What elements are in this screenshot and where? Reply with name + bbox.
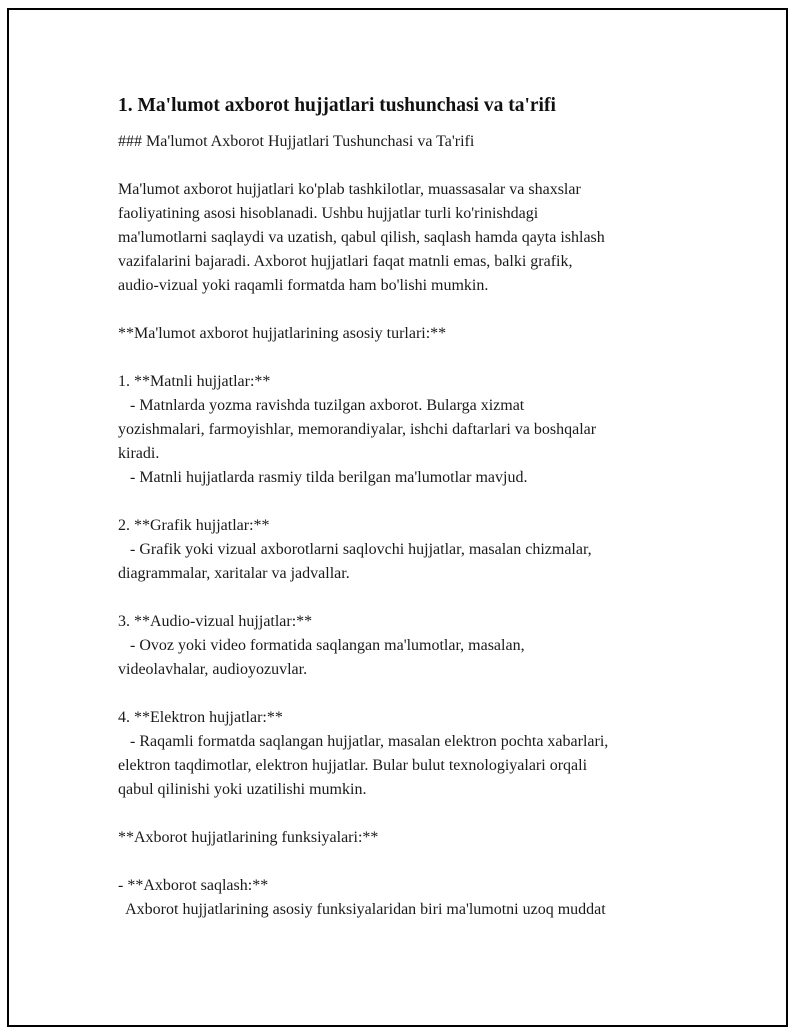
text-line: 2. **Grafik hujjatlar:** bbox=[118, 517, 270, 534]
document-body bbox=[118, 92, 718, 922]
text-line: 3. **Audio-vizual hujjatlar:** bbox=[118, 613, 313, 630]
text-line: faoliyatining asosi hisoblanadi. Ushbu hujjatlar turli ko'rinishdagi bbox=[118, 205, 539, 222]
text-line: qabul qilinishi yoki uzatilishi mumkin. bbox=[118, 781, 367, 798]
text-line bbox=[118, 298, 718, 322]
text-line bbox=[118, 346, 718, 370]
text-line bbox=[118, 850, 718, 874]
text-line: - **Axborot saqlash:** bbox=[118, 877, 269, 894]
text-line bbox=[118, 682, 718, 706]
text-line: ### Ma'lumot Axborot Hujjatlari Tushunchasi va Ta'rifi bbox=[118, 133, 475, 150]
text-line: Axborot hujjatlarining asosiy funksiyalaridan biri ma'lumotni uzoq muddat bbox=[118, 901, 606, 918]
text-line: diagrammalar, xaritalar va jadvallar. bbox=[118, 565, 350, 582]
text-line: **Ma'lumot axborot hujjatlarining asosiy turlari:** bbox=[118, 325, 447, 342]
text-line bbox=[118, 586, 718, 610]
text-line: 1. **Matnli hujjatlar:** bbox=[118, 373, 271, 390]
text-line: elektron taqdimotlar, elektron hujjatlar. Bular bulut texnologiyalari orqali bbox=[118, 757, 588, 774]
text-line: 4. **Elektron hujjatlar:** bbox=[118, 709, 283, 726]
text-line bbox=[118, 490, 718, 514]
text-line: ma'lumotlarni saqlaydi va uzatish, qabul qilish, saqlash hamda qayta ishlash bbox=[118, 229, 605, 246]
text-line: yozishmalari, farmoyishlar, memorandiyalar, ishchi daftarlari va boshqalar bbox=[118, 421, 597, 438]
text-line: Ma'lumot axborot hujjatlari ko'plab tashkilotlar, muassasalar va shaxslar bbox=[118, 181, 581, 198]
text-line: videolavhalar, audioyozuvlar. bbox=[118, 661, 308, 678]
text-line: - Raqamli formatda saqlangan hujjatlar, masalan elektron pochta xabarlari, bbox=[118, 733, 609, 750]
document-title: 1. Ma'lumot axborot hujjatlari tushunchasi va ta'rifi bbox=[118, 95, 556, 116]
text-line bbox=[118, 802, 718, 826]
text-line: - Matnli hujjatlarda rasmiy tilda berilgan ma'lumotlar mavjud. bbox=[118, 469, 528, 486]
text-line: kiradi. bbox=[118, 445, 160, 462]
text-line: audio-vizual yoki raqamli formatda ham bo'lishi mumkin. bbox=[118, 277, 489, 294]
text-line: vazifalarini bajaradi. Axborot hujjatlari faqat matnli emas, balki grafik, bbox=[118, 253, 573, 270]
text-line bbox=[118, 154, 718, 178]
text-line: - Matnlarda yozma ravishda tuzilgan axborot. Bularga xizmat bbox=[118, 397, 525, 414]
document-text bbox=[118, 130, 718, 922]
text-line: **Axborot hujjatlarining funksiyalari:** bbox=[118, 829, 379, 846]
text-line: - Grafik yoki vizual axborotlarni saqlovchi hujjatlar, masalan chizmalar, bbox=[118, 541, 592, 558]
text-line: - Ovoz yoki video formatida saqlangan ma'lumotlar, masalan, bbox=[118, 637, 525, 654]
